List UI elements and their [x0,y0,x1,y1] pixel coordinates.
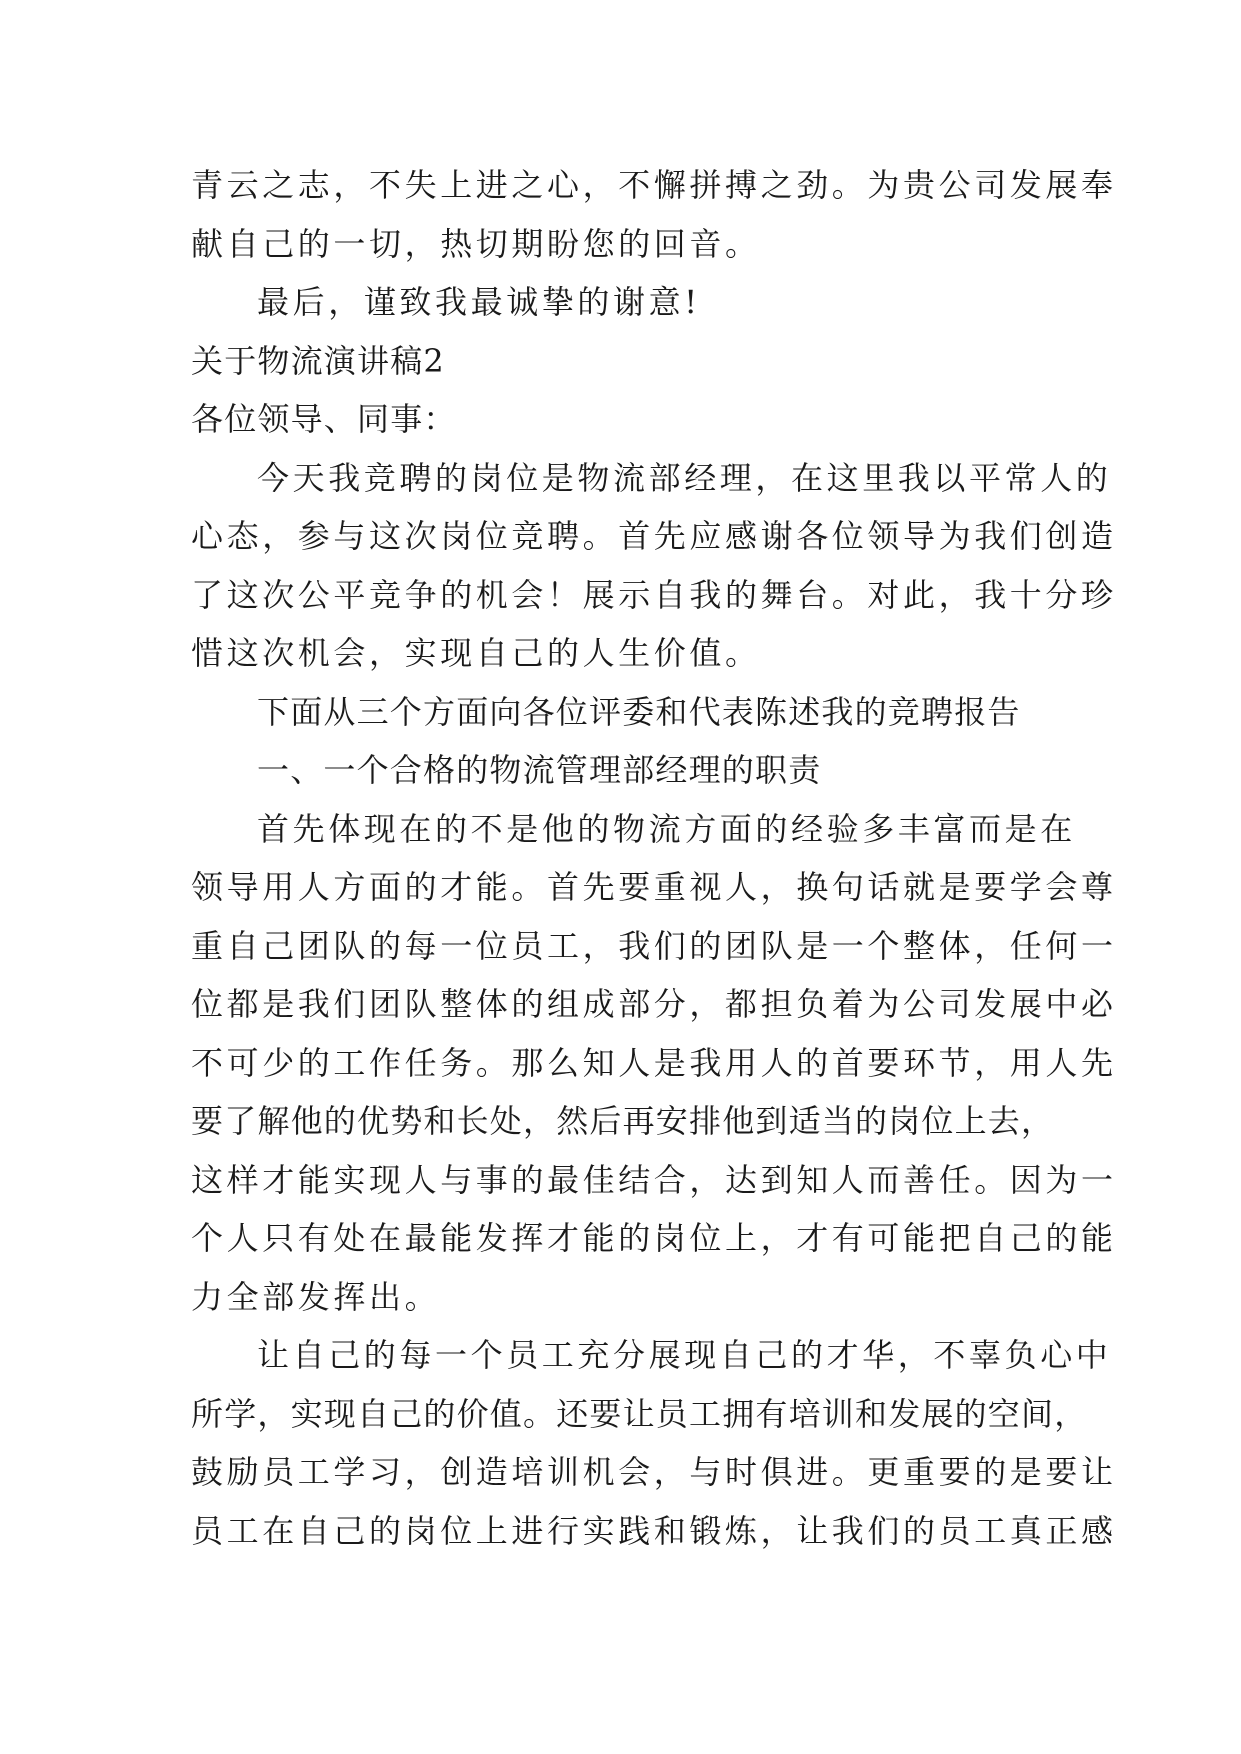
paragraph-line: 要了解他的优势和长处，然后再安排他到适当的岗位上去， [191,1102,1055,1140]
document-body [191,156,1117,1560]
paragraph-line: 不可少的工作任务。那么知人是我用人的首要环节，用人先 [191,1043,1117,1082]
paragraph-line: 让自己的每一个员工充分展现自己的才华，不辜负心中 [257,1336,1112,1374]
paragraph-line: 个人只有处在最能发挥才能的岗位上，才有可能把自己的能 [191,1219,1117,1257]
paragraph-line: 领导用人方面的才能。首先要重视人，换句话就是要学会尊 [191,868,1117,906]
paragraph-line: 所学，实现自己的价值。还要让员工拥有培训和发展的空间， [191,1394,1088,1433]
paragraph-line: 下面从三个方面向各位评委和代表陈述我的竞聘报告 [257,692,1021,731]
paragraph-line: 位都是我们团队整体的组成部分，都担负着为公司发展中必 [191,985,1117,1023]
paragraph-line: 今天我竞聘的岗位是物流部经理，在这里我以平常人的 [257,458,1112,497]
paragraph-line: 青云之志，不失上进之心，不懈拼搏之劲。为贵公司发展奉 [191,166,1117,204]
salutation: 各位领导、同事： [191,400,457,438]
paragraph-line: 惜这次机会，实现自己的人生价值。 [191,634,761,672]
section-title: 关于物流演讲稿2 [191,341,445,380]
paragraph-line: 员工在自己的岗位上进行实践和锻炼，让我们的员工真正感 [191,1511,1117,1550]
paragraph-line: 心态，参与这次岗位竞聘。首先应感谢各位领导为我们创造 [191,517,1117,555]
paragraph-line: 献自己的一切，热切期盼您的回音。 [191,224,761,263]
paragraph-line: 力全部发挥出。 [191,1277,441,1316]
paragraph-line: 这样才能实现人与事的最佳结合，达到知人而善任。因为一 [191,1160,1117,1199]
paragraph-line: 重自己团队的每一位员工，我们的团队是一个整体，任何一 [191,926,1117,965]
subheading: 一、一个合格的物流管理部经理的职责 [257,751,822,789]
paragraph-line: 首先体现在的不是他的物流方面的经验多丰富而是在 [257,809,1076,848]
closing-line: 最后，谨致我最诚挚的谢意! [257,283,701,321]
paragraph-line: 鼓励员工学习，创造培训机会，与时俱进。更重要的是要让 [191,1453,1117,1491]
paragraph-line: 了这次公平竞争的机会！展示自我的舞台。对此，我十分珍 [191,575,1117,614]
